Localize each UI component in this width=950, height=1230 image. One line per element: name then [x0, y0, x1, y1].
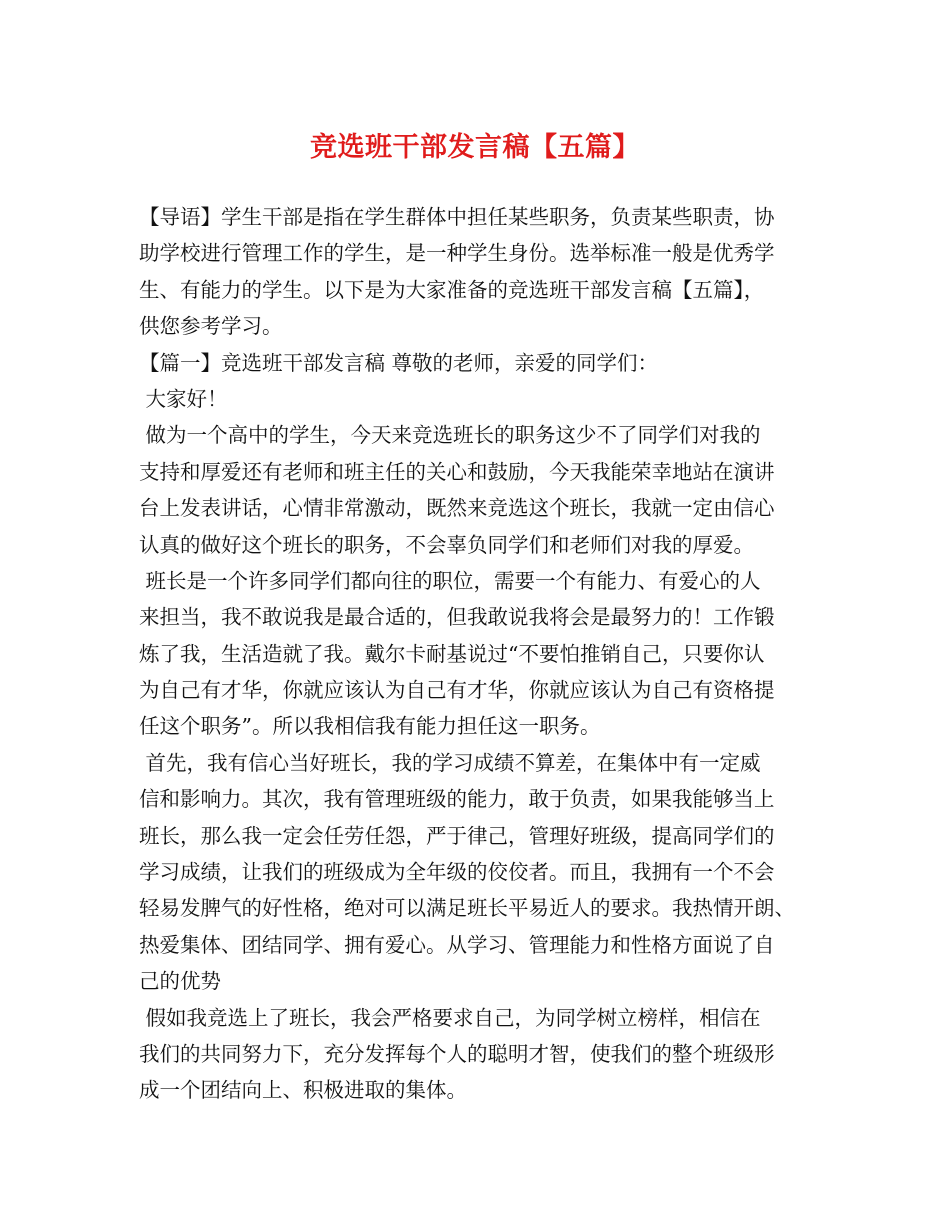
text-line: 热爱集体、团结同学、拥有爱心。从学习、管理能力和性格方面说了自 [139, 932, 775, 957]
text-line: 任这个职务”。所以我相信我有能力担任这一职务。 [139, 714, 601, 739]
text-line: 班长，那么我一定会任劳任怨，严于律己，管理好班级，提高同学们的 [139, 823, 775, 848]
text-line: 为自己有才华，你就应该认为自己有才华，你就应该认为自己有资格提 [139, 678, 775, 703]
text-line: 信和影响力。其次，我有管理班级的能力，敢于负责，如果我能够当上 [139, 787, 775, 812]
text-line: 学习成绩，让我们的班级成为全年级的佼佼者。而且，我拥有一个不会 [139, 860, 775, 885]
text-line: 己的优势 [139, 969, 221, 994]
text-line: 班长是一个许多同学们都向往的职位，需要一个有能力、有爱心的人 [139, 568, 761, 593]
text-line: 认真的做好这个班长的职务，不会辜负同学们和老师们对我的厚爱。 [139, 532, 754, 557]
text-line: 大家好！ [139, 386, 228, 411]
text-line: 我们的共同努力下，充分发挥每个人的聪明才智，使我们的整个班级形 [139, 1041, 775, 1066]
text-line: 来担当，我不敢说我是最合适的，但我敢说我将会是最努力的！工作锻 [139, 605, 775, 630]
text-line: 假如我竞选上了班长，我会严格要求自己，为同学树立榜样，相信在 [139, 1005, 761, 1030]
text-line: 【导语】学生干部是指在学生群体中担任某些职务，负责某些职责，协 [139, 205, 775, 229]
text-line: 炼了我，生活造就了我。戴尔卡耐基说过“不要怕推销自己，只要你认 [139, 641, 765, 666]
text-line: 供您参考学习。 [139, 314, 283, 339]
text-line: 成一个团结向上、积极进取的集体。 [139, 1078, 467, 1103]
text-line: 支持和厚爱还有老师和班主任的关心和鼓励，今天我能荣幸地站在演讲 [139, 459, 775, 484]
text-line: 生、有能力的学生。以下是为大家准备的竞选班干部发言稿【五篇】， [139, 277, 765, 302]
text-line: 助学校进行管理工作的学生，是一种学生身份。选举标准一般是优秀学 [139, 241, 775, 266]
text-line: 做为一个高中的学生，今天来竞选班长的职务这少不了同学们对我的 [139, 423, 761, 448]
document-title: 竞选班干部发言稿【五篇】 [310, 132, 640, 163]
document-body [139, 199, 819, 1109]
text-line: 台上发表讲话，心情非常激动，既然来竞选这个班长，我就一定由信心 [139, 496, 775, 521]
text-line: 轻易发脾气的好性格，绝对可以满足班长平易近人的要求。我热情开朗、 [139, 896, 795, 921]
text-line: 首先，我有信心当好班长，我的学习成绩不算差，在集体中有一定威 [139, 750, 761, 775]
text-line: 【篇一】竞选班干部发言稿 尊敬的老师，亲爱的同学们： [139, 350, 659, 375]
